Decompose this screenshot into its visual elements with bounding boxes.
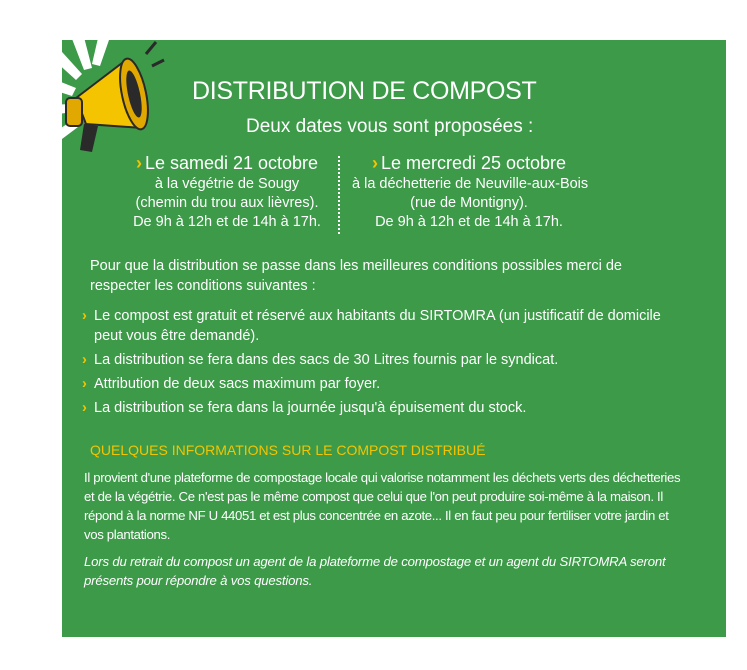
intro-paragraph: Pour que la distribution se passe dans les meilleures conditions possibles merci de respecter les conditions suivantes :	[90, 258, 622, 294]
list-item: › Le compost est gratuit et réservé aux habitants du SIRTOMRA (un justificatif de domicile peut vous être demandé).	[82, 308, 661, 344]
date-detail: (rue de Montigny).	[410, 195, 528, 211]
list-item: › La distribution se fera dans la journée jusqu'à épuisement du stock.	[82, 400, 527, 416]
dotted-divider	[338, 156, 340, 234]
list-item: › Attribution de deux sacs maximum par foyer.	[82, 376, 381, 392]
date-option-1	[122, 151, 332, 232]
chevron-right-icon: ›	[371, 153, 378, 173]
date-place: à la végétrie de Sougy	[154, 176, 300, 192]
chevron-right-icon: ›	[82, 400, 87, 416]
chevron-right-icon: ›	[135, 153, 142, 173]
conditions-list	[82, 306, 682, 422]
page-title: DISTRIBUTION DE COMPOST	[192, 77, 537, 105]
date-heading: › Le mercredi 25 octobre	[371, 153, 567, 173]
date-hours: De 9h à 12h et de 14h à 17h.	[133, 214, 321, 230]
list-item: › La distribution se fera dans des sacs de 30 Litres fournis par le syndicat.	[82, 352, 559, 368]
chevron-right-icon: ›	[82, 352, 87, 368]
date-option-2	[352, 151, 589, 232]
page-subtitle: Deux dates vous sont proposées :	[246, 116, 534, 137]
section-heading: QUELQUES INFORMATIONS SUR LE COMPOST DISTRIBUÉ	[90, 442, 486, 458]
date-place: à la déchetterie de Neuville-aux-Bois	[352, 176, 589, 192]
chevron-right-icon: ›	[82, 376, 87, 392]
date-heading: › Le samedi 21 octobre	[135, 153, 319, 173]
date-detail: (chemin du trou aux lièvres).	[135, 195, 319, 211]
chevron-right-icon: ›	[82, 308, 87, 324]
info-paragraph: Il provient d'une plateforme de compostage locale qui valorise notamment les déchets verts des déchetteries et de la végétrie. Ce n'est pas le même compost que celui que l'on peut produire soi-même à la maison. Il répond à la norme NF U 44051 et est plus concentrée en azote... Il en faut peu pour fertiliser votre jardin et vos plantations.	[84, 470, 681, 542]
date-hours: De 9h à 12h et de 14h à 17h.	[375, 214, 563, 230]
info-note: Lors du retrait du compost un agent de la plateforme de compostage et un agent du SIRTOMRA seront présents pour répondre à vos questions.	[84, 554, 666, 588]
